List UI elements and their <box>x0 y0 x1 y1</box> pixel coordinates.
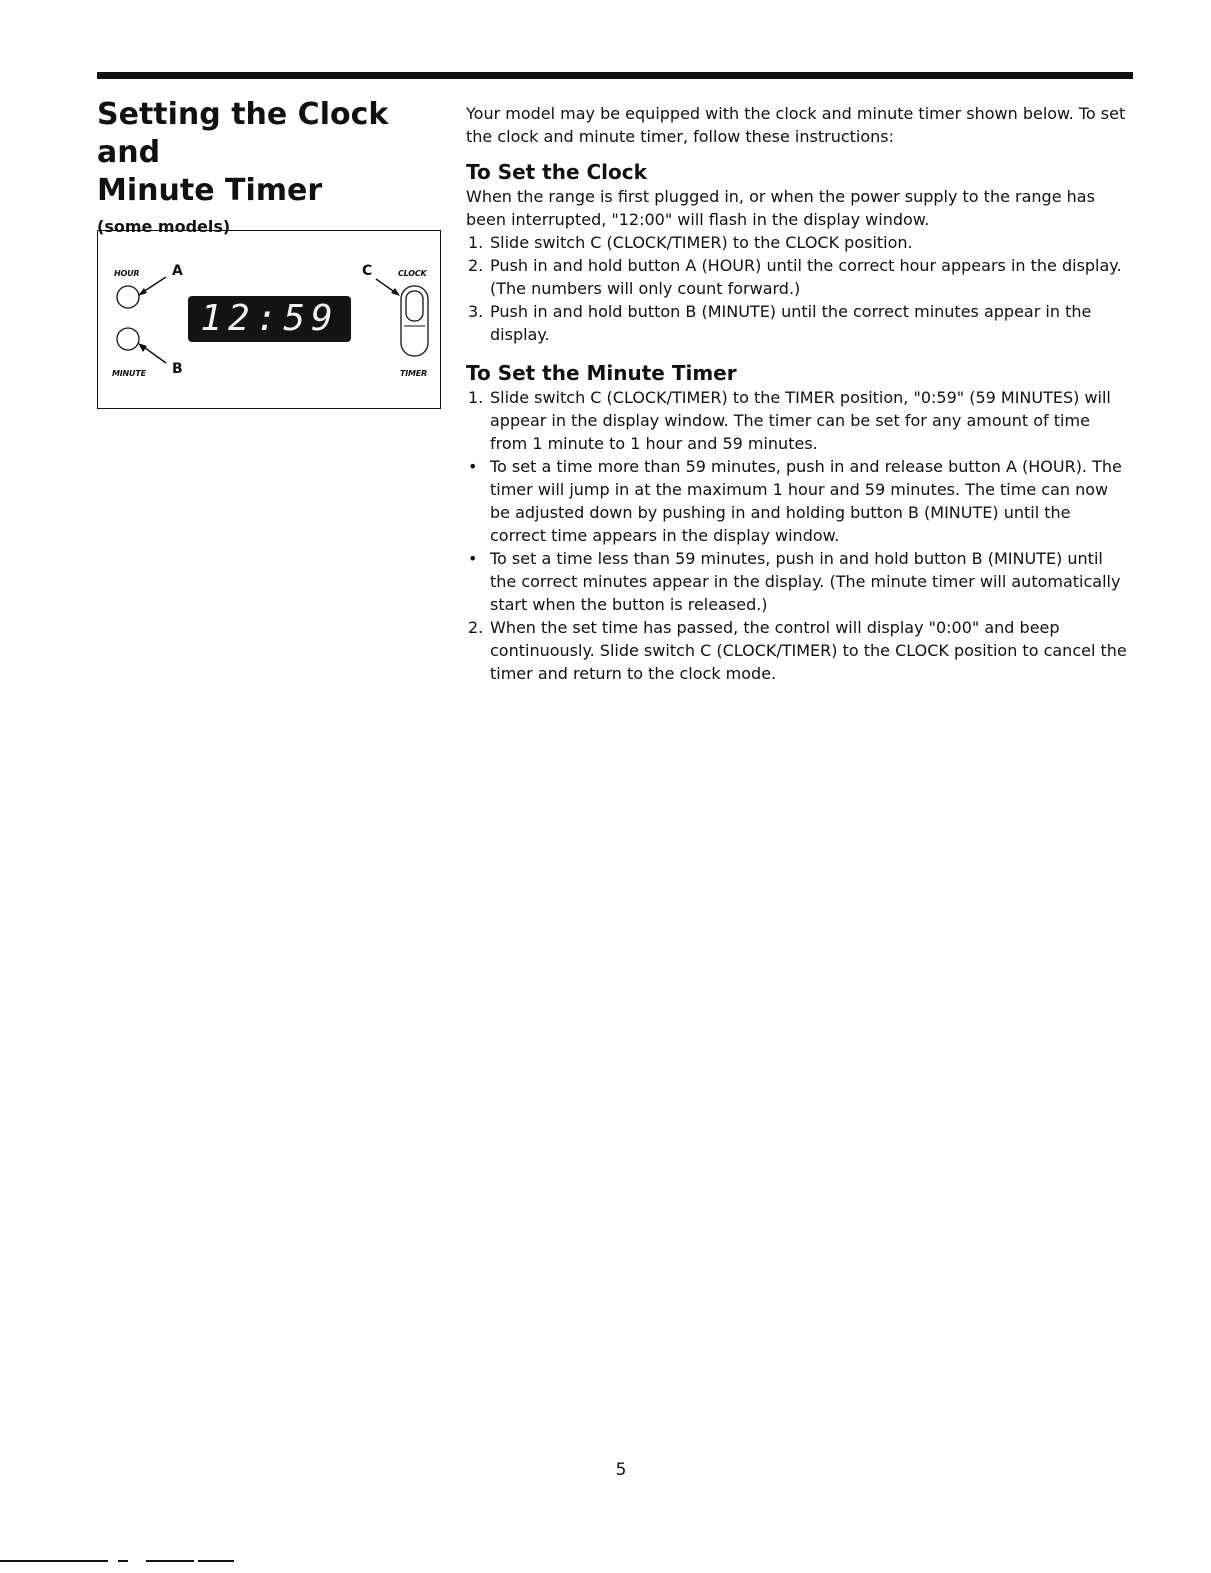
page-subtitle: (some models) <box>97 217 231 236</box>
title-block <box>97 96 447 238</box>
step-text: To set a time less than 59 minutes, push in and hold button B (MINUTE) until the correct minutes appear in the display. (The minute timer will automatically start when the button is released.) <box>490 549 1121 614</box>
set-clock-heading: To Set the Clock <box>466 160 647 184</box>
step-text: Slide switch C (CLOCK/TIMER) to the CLOCK position. <box>490 233 913 252</box>
step-marker: 1. <box>468 388 484 407</box>
set-timer-step <box>466 616 1131 685</box>
set-timer-step <box>466 386 1131 455</box>
clock-display <box>188 296 351 342</box>
title-line-1: Setting the Clock and <box>97 97 389 170</box>
step-marker: 1. <box>468 233 484 252</box>
set-clock-step <box>466 254 1131 300</box>
clock-label: CLOCK <box>398 269 427 278</box>
step-text: Slide switch C (CLOCK/TIMER) to the TIMER position, "0:59" (59 MINUTES) will appear in the display window. The timer can be set for any amount of time from 1 minute to 1 hour and 59 minutes. <box>490 388 1111 453</box>
instructions <box>466 102 1131 685</box>
set-timer-heading: To Set the Minute Timer <box>466 361 737 385</box>
set-clock-step <box>466 300 1131 346</box>
step-marker: • <box>468 457 478 476</box>
label-b: B <box>172 361 183 377</box>
step-marker: 3. <box>468 302 484 321</box>
label-c: C <box>362 263 373 279</box>
step-marker: • <box>468 549 478 568</box>
step-text: When the set time has passed, the control will display "0:00" and beep continuously. Slide switch C (CLOCK/TIMER) to the CLOCK position to cancel the timer and return to the clock mode. <box>490 618 1127 683</box>
arrowhead-a-icon <box>138 288 147 296</box>
intro-text: Your model may be equipped with the clock and minute timer shown below. To set the clock and minute timer, follow these instructions: <box>466 104 1126 146</box>
set-timer-step <box>466 547 1131 616</box>
set-clock-steps <box>466 231 1131 346</box>
hour-button-icon <box>117 286 139 308</box>
step-text: Push in and hold button A (HOUR) until the correct hour appears in the display. (The numbers will only count forward.) <box>490 256 1122 298</box>
arrowhead-c-icon <box>391 288 400 296</box>
title-line-2: Minute Timer <box>97 173 323 208</box>
bottom-edge-marks <box>0 1560 240 1563</box>
page-number: 5 <box>615 1460 627 1480</box>
step-marker: 2. <box>468 256 484 275</box>
label-a: A <box>172 263 183 279</box>
hour-label: HOUR <box>114 269 140 278</box>
minute-button-icon <box>117 328 139 350</box>
set-clock-step <box>466 231 1131 254</box>
minute-label: MINUTE <box>112 369 146 378</box>
page-title <box>97 96 447 210</box>
step-text: To set a time more than 59 minutes, push in and release button A (HOUR). The timer will jump in at the maximum 1 hour and 59 minutes. The time can now be adjusted down by pushing in and holding button B (MINUTE) until the correct time appears in the display window. <box>490 457 1122 545</box>
step-marker: 2. <box>468 618 484 637</box>
set-timer-step <box>466 455 1131 547</box>
set-timer-steps <box>466 386 1131 685</box>
slide-switch-knob-icon <box>406 291 423 321</box>
timer-label: TIMER <box>400 369 428 378</box>
step-text: Push in and hold button B (MINUTE) until the correct minutes appear in the display. <box>490 302 1092 344</box>
top-rule <box>97 72 1133 79</box>
set-clock-text: When the range is first plugged in, or when the power supply to the range has been interrupted, "12:00" will flash in the display window. <box>466 187 1095 229</box>
display-readout: 12:59 <box>200 298 339 339</box>
control-panel-diagram <box>97 230 441 409</box>
arrowhead-b-icon <box>138 343 147 352</box>
